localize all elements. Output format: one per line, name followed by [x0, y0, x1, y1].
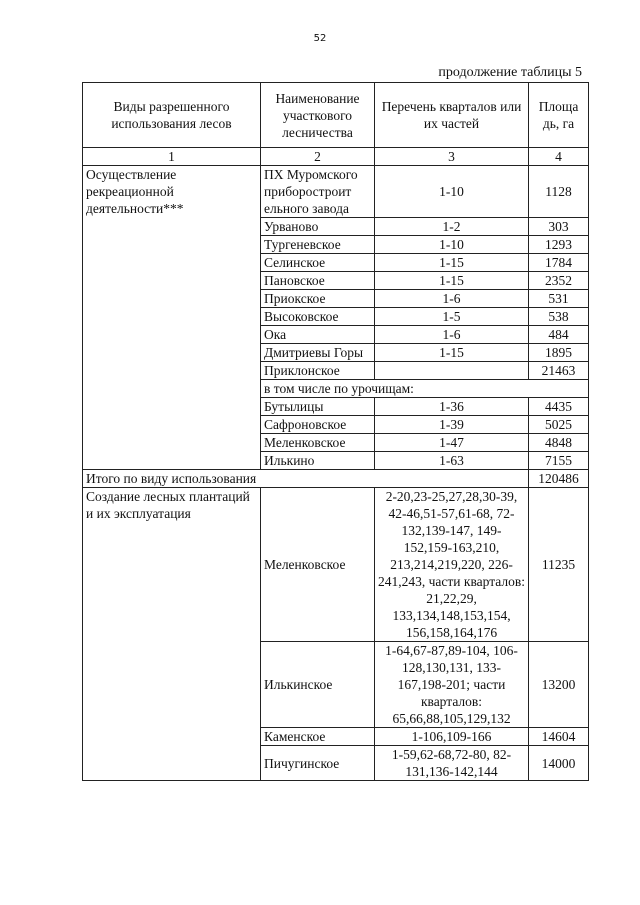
area: 4848 — [529, 434, 589, 452]
total-label: Итого по виду использования — [83, 470, 529, 488]
header-forestry-name: Наименование участкового лесничества — [261, 83, 375, 148]
area: 484 — [529, 326, 589, 344]
column-number: 2 — [261, 148, 375, 166]
forestry-name: Каменское — [261, 728, 375, 746]
area: 2352 — [529, 272, 589, 290]
forestry-name: Приклонское — [261, 362, 375, 380]
header-area: Площа дь, га — [529, 83, 589, 148]
forestry-name: Илькинское — [261, 642, 375, 728]
column-number: 3 — [375, 148, 529, 166]
blocks — [375, 362, 529, 380]
blocks: 1-2 — [375, 218, 529, 236]
forestry-name: Бутылицы — [261, 398, 375, 416]
forestry-name: Илькино — [261, 452, 375, 470]
area: 1784 — [529, 254, 589, 272]
total-area: 120486 — [529, 470, 589, 488]
forestry-name: Селинское — [261, 254, 375, 272]
table-row — [83, 166, 589, 218]
use-type-recreation: Осуществление рекреационной деятельности*** — [83, 166, 261, 470]
blocks: 1-47 — [375, 434, 529, 452]
blocks: 1-15 — [375, 344, 529, 362]
area: 4435 — [529, 398, 589, 416]
table-row — [83, 488, 589, 642]
blocks: 1-59,62-68,72-80, 82-131,136-142,144 — [375, 746, 529, 781]
forestry-name: Приокское — [261, 290, 375, 308]
area: 11235 — [529, 488, 589, 642]
blocks: 1-39 — [375, 416, 529, 434]
area: 1128 — [529, 166, 589, 218]
forestry-name: Пичугинское — [261, 746, 375, 781]
area: 538 — [529, 308, 589, 326]
area: 1895 — [529, 344, 589, 362]
use-type-plantations: Создание лесных плантаций и их эксплуатация — [83, 488, 261, 781]
blocks: 1-15 — [375, 272, 529, 290]
area: 14000 — [529, 746, 589, 781]
area: 303 — [529, 218, 589, 236]
blocks: 1-10 — [375, 236, 529, 254]
forestry-name: Урваново — [261, 218, 375, 236]
table-continuation-label: продолжение таблицы 5 — [438, 65, 582, 80]
area: 13200 — [529, 642, 589, 728]
page-number: 52 — [313, 33, 327, 44]
header-use-type: Виды разрешенного использования лесов — [83, 83, 261, 148]
header-row — [83, 83, 589, 148]
forestry-name: Сафроновское — [261, 416, 375, 434]
forest-use-table — [82, 82, 589, 781]
total-row — [83, 470, 589, 488]
column-number: 4 — [529, 148, 589, 166]
column-number-row — [83, 148, 589, 166]
blocks: 1-64,67-87,89-104, 106-128,130,131, 133-167,198-201; части кварталов: 65,66,88,105,129,132 — [375, 642, 529, 728]
including-by-tracts-label: в том числе по урочищам: — [261, 380, 589, 398]
area: 1293 — [529, 236, 589, 254]
area: 21463 — [529, 362, 589, 380]
forestry-name: Высоковское — [261, 308, 375, 326]
blocks: 1-36 — [375, 398, 529, 416]
header-blocks: Перечень кварталов или их частей — [375, 83, 529, 148]
forestry-name: ПХ Муромского приборостроит ельного завода — [261, 166, 375, 218]
column-number: 1 — [83, 148, 261, 166]
blocks: 1-63 — [375, 452, 529, 470]
forestry-name: Дмитриевы Горы — [261, 344, 375, 362]
forestry-name: Тургеневское — [261, 236, 375, 254]
forestry-name: Меленковское — [261, 434, 375, 452]
area: 531 — [529, 290, 589, 308]
forestry-name: Ока — [261, 326, 375, 344]
blocks: 1-15 — [375, 254, 529, 272]
forestry-name: Пановское — [261, 272, 375, 290]
blocks: 1-5 — [375, 308, 529, 326]
area: 5025 — [529, 416, 589, 434]
forestry-name: Меленковское — [261, 488, 375, 642]
area: 14604 — [529, 728, 589, 746]
blocks: 1-6 — [375, 326, 529, 344]
blocks: 1-6 — [375, 290, 529, 308]
blocks: 1-106,109-166 — [375, 728, 529, 746]
area: 7155 — [529, 452, 589, 470]
blocks: 2-20,23-25,27,28,30-39, 42-46,51-57,61-68, 72-132,139-147, 149-152,159-163,210, 213,214,219,220, 226-241,243, части кварталов: 21,22,29, 133,134,148,153,154, 156,158,164,176 — [375, 488, 529, 642]
blocks: 1-10 — [375, 166, 529, 218]
